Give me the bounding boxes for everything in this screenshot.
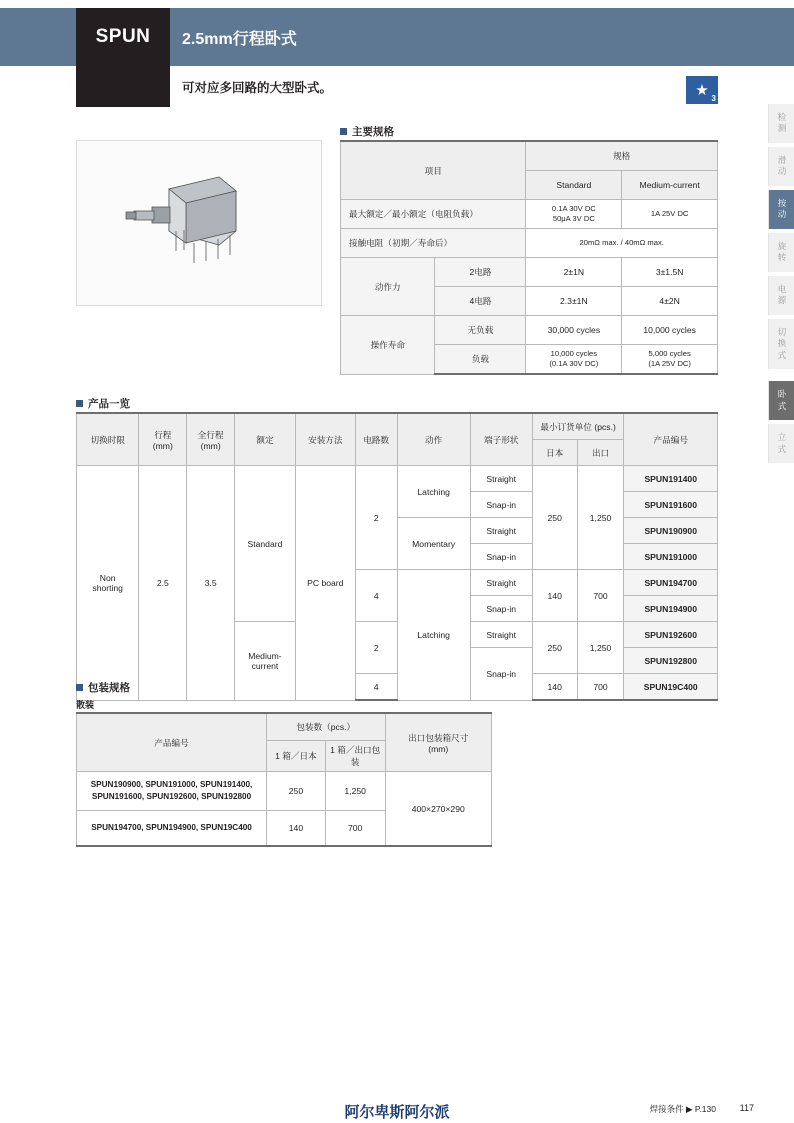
col-moq: 最小订货单位 (pcs.) — [532, 413, 624, 440]
col-travel: 行程 (mm) — [139, 413, 187, 466]
cell-moq-japan: 250 — [532, 622, 577, 674]
sidebar-item-detect[interactable] — [768, 104, 794, 143]
cell-force-4c-standard: 2.3±1N — [526, 287, 622, 316]
table-row — [341, 141, 718, 171]
col-carton-size: 出口包装箱尺寸 (mm) — [385, 713, 491, 772]
tab-label: 电 源 — [777, 283, 787, 306]
table-row — [341, 316, 718, 345]
sidebar-item-push[interactable] — [768, 190, 794, 229]
cell-terminal: Straight — [470, 518, 532, 544]
cell-terminal: Straight — [470, 570, 532, 596]
row-label-rating: 最大额定／最小额定（电阻负载） — [341, 200, 526, 229]
cell-terminal: Snap-in — [470, 648, 532, 701]
cell-terminal: Snap-in — [470, 596, 532, 622]
col-item: 项目 — [341, 141, 526, 200]
cell-qty-japan: 250 — [267, 772, 326, 811]
table-row — [341, 200, 718, 229]
col-moq-japan: 日本 — [532, 440, 577, 466]
cell-full-travel: 3.5 — [187, 466, 235, 701]
cell-action: Latching — [397, 466, 470, 518]
cell-carton-size: 400×270×290 — [385, 772, 491, 847]
table-row — [77, 466, 718, 492]
spec-table — [340, 140, 718, 375]
col-part-number: 产品编号 — [624, 413, 718, 466]
cell-action: Latching — [397, 570, 470, 701]
cell-part-number: SPUN190900 — [624, 518, 718, 544]
row-sub-load: 负载 — [435, 345, 526, 375]
section-title-list — [76, 396, 130, 411]
cell-life-load-standard: 10,000 cycles (0.1A 30V DC) — [526, 345, 622, 375]
cell-life-noload-medium: 10,000 cycles — [622, 316, 718, 345]
cell-moq-japan: 140 — [532, 674, 577, 701]
col-spec: 规格 — [526, 141, 718, 171]
packing-table — [76, 712, 492, 847]
tab-label: 按 动 — [777, 197, 787, 220]
col-switching: 切换时限 — [77, 413, 139, 466]
cell-part-list: SPUN190900, SPUN191000, SPUN191400, SPUN191600, SPUN192600, SPUN192800 — [77, 772, 267, 811]
sidebar-item-horizontal[interactable] — [768, 381, 794, 420]
packing-subhead: 散装 — [76, 700, 95, 710]
cell-part-number: SPUN191000 — [624, 544, 718, 570]
company-logo: 阿尔卑斯阿尔派 — [344, 1104, 450, 1121]
product-code: SPUN — [95, 26, 151, 47]
cell-force-2c-standard: 2±1N — [526, 258, 622, 287]
table-row — [77, 772, 492, 811]
cell-qty-export: 700 — [325, 811, 385, 847]
badge-number: 3 — [711, 94, 716, 103]
cell-circuits: 2 — [355, 466, 397, 570]
col-qty-export: 1 箱／出口包装 — [325, 741, 385, 772]
cell-circuits: 2 — [355, 622, 397, 674]
cell-moq-export: 700 — [577, 674, 624, 701]
cell-rating-standard: Standard — [235, 466, 296, 622]
row-label-operating-life: 操作寿命 — [341, 316, 435, 375]
col-mounting: 安装方法 — [295, 413, 355, 466]
cell-switching: Non shorting — [77, 466, 139, 701]
cell-contact-resistance: 20mΩ max. / 40mΩ max. — [526, 229, 718, 258]
row-sub-4circuit: 4电路 — [435, 287, 526, 316]
cell-rating-standard: 0.1A 30V DC 50μA 3V DC — [526, 200, 622, 229]
cell-circuits: 4 — [355, 674, 397, 701]
section-title-packing — [76, 680, 130, 695]
tab-spacer — [768, 373, 794, 381]
footer-reference[interactable]: 焊接条件 ▶ P.130 — [649, 1104, 716, 1114]
cell-travel: 2.5 — [139, 466, 187, 701]
sidebar-item-switch-type[interactable] — [768, 319, 794, 369]
cell-mounting: PC board — [295, 466, 355, 701]
cell-rating-medium: Medium- current — [235, 622, 296, 701]
cell-qty-export: 1,250 — [325, 772, 385, 811]
cell-moq-japan: 250 — [532, 466, 577, 570]
cell-moq-japan: 140 — [532, 570, 577, 622]
col-circuits: 电路数 — [355, 413, 397, 466]
row-sub-2circuit: 2电路 — [435, 258, 526, 287]
row-sub-noload: 无负载 — [435, 316, 526, 345]
table-row — [341, 258, 718, 287]
cell-part-number: SPUN191600 — [624, 492, 718, 518]
cell-force-2c-medium: 3±1.5N — [622, 258, 718, 287]
sidebar-item-rotary[interactable] — [768, 233, 794, 272]
cell-terminal: Straight — [470, 622, 532, 648]
cell-life-noload-standard: 30,000 cycles — [526, 316, 622, 345]
sidebar-item-power[interactable] — [768, 276, 794, 315]
sidebar-item-slide[interactable] — [768, 147, 794, 186]
col-action: 动作 — [397, 413, 470, 466]
page-title: 2.5mm行程卧式 — [182, 30, 297, 48]
col-qty-japan: 1 箱／日本 — [267, 741, 326, 772]
col-standard: Standard — [526, 171, 622, 200]
tab-label: 切 换 式 — [777, 326, 787, 360]
col-rating: 额定 — [235, 413, 296, 466]
product-list-table — [76, 412, 718, 701]
cell-rating-medium: 1A 25V DC — [622, 200, 718, 229]
cell-terminal: Snap-in — [470, 492, 532, 518]
tab-label: 立 式 — [777, 432, 787, 454]
page-header — [0, 0, 794, 110]
product-photo — [76, 140, 322, 306]
cell-part-number: SPUN191400 — [624, 466, 718, 492]
page-subtitle: 可对应多回路的大型卧式。 — [182, 80, 333, 95]
section-label: 主要规格 — [352, 126, 394, 138]
cell-part-number: SPUN19C400 — [624, 674, 718, 701]
cell-terminal: Straight — [470, 466, 532, 492]
bullet-square-icon — [76, 400, 83, 407]
cell-moq-export: 1,250 — [577, 466, 624, 570]
tab-label: 滑 动 — [777, 154, 787, 177]
col-moq-export: 出口 — [577, 440, 624, 466]
side-tab-rail — [768, 104, 794, 467]
page-number: 117 — [739, 1103, 754, 1113]
section-label: 产品一览 — [88, 398, 130, 410]
row-label-actuation-force: 动作力 — [341, 258, 435, 316]
cell-circuits: 4 — [355, 570, 397, 622]
cell-terminal: Snap-in — [470, 544, 532, 570]
cell-part-number: SPUN192800 — [624, 648, 718, 674]
cell-moq-export: 700 — [577, 570, 624, 622]
cell-life-load-medium: 5,000 cycles (1A 25V DC) — [622, 345, 718, 375]
bullet-square-icon — [340, 128, 347, 135]
cell-moq-export: 1,250 — [577, 622, 624, 674]
sidebar-item-vertical[interactable] — [768, 424, 794, 463]
section-title-spec — [340, 124, 394, 139]
bullet-square-icon — [76, 684, 83, 691]
cell-part-list: SPUN194700, SPUN194900, SPUN19C400 — [77, 811, 267, 847]
table-row — [77, 413, 718, 440]
star-badge — [686, 76, 718, 104]
col-medium: Medium-current — [622, 171, 718, 200]
cell-qty-japan: 140 — [267, 811, 326, 847]
col-part-number: 产品编号 — [77, 713, 267, 772]
table-row — [77, 713, 492, 741]
col-packing-qty: 包装数（pcs.） — [267, 713, 385, 741]
cell-part-number: SPUN192600 — [624, 622, 718, 648]
cell-action: Momentary — [397, 518, 470, 570]
tab-label: 旋 转 — [777, 240, 787, 263]
row-label-contact-resistance: 接触电阻（初期／寿命后） — [341, 229, 526, 258]
cell-part-number: SPUN194700 — [624, 570, 718, 596]
switch-illustration — [114, 159, 284, 279]
cell-part-number: SPUN194900 — [624, 596, 718, 622]
cell-force-4c-medium: 4±2N — [622, 287, 718, 316]
col-full-travel: 全行程 (mm) — [187, 413, 235, 466]
tab-label: 检 测 — [777, 112, 787, 134]
table-row — [341, 229, 718, 258]
section-label: 包装规格 — [88, 682, 130, 694]
star-icon: ★ — [695, 81, 709, 99]
col-terminal: 端子形状 — [470, 413, 532, 466]
tab-label: 卧 式 — [777, 389, 787, 411]
